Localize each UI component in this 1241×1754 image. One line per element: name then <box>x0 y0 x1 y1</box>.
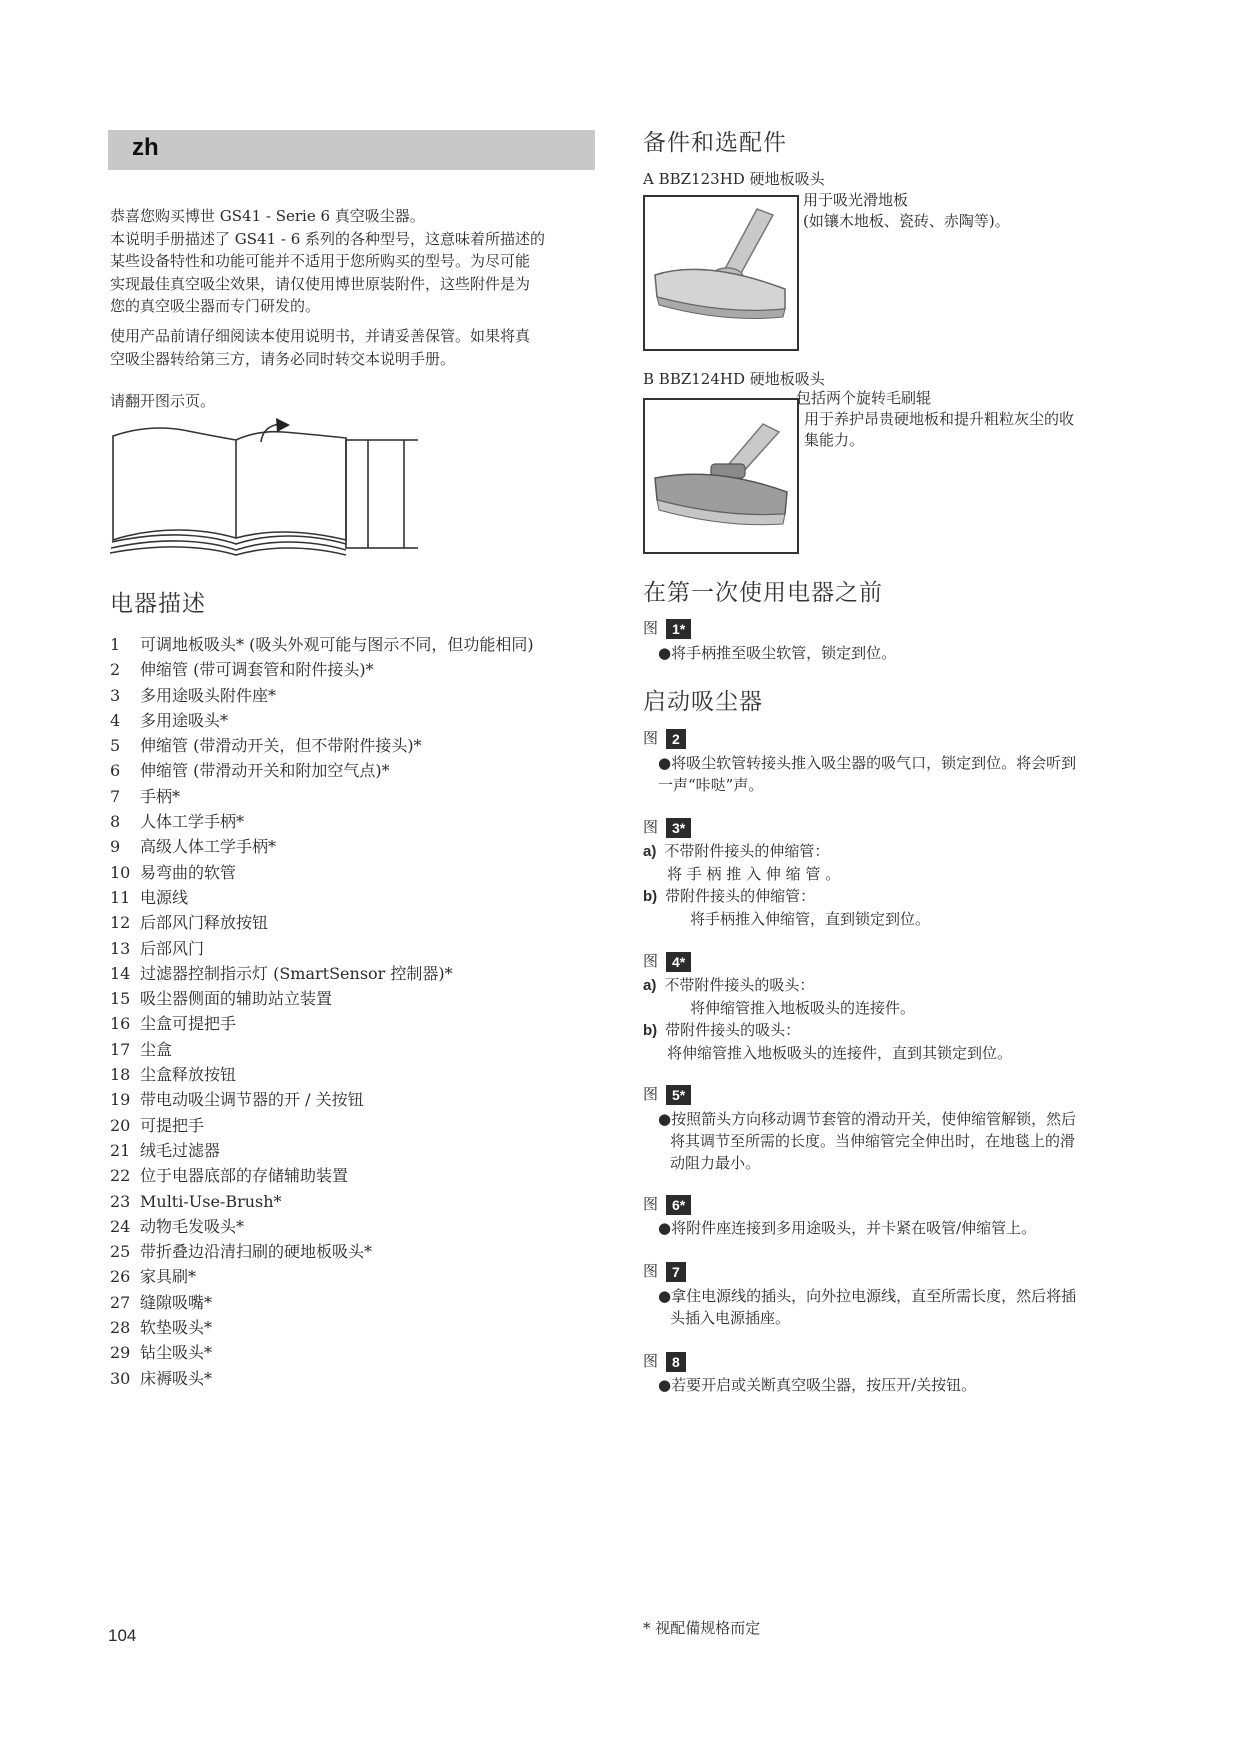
list-item: 1 可调地板吸头* (吸头外观可能与图示不同，但功能相同) <box>110 635 534 654</box>
list-item: 21 绒毛过滤器 <box>110 1140 221 1160</box>
figure-badge: 8 <box>666 1352 686 1372</box>
figure-ref-7: 图 7 <box>643 1260 686 1282</box>
step-4-text: a) 不带附件接头的吸头： 将伸缩管推入地板吸头的连接件。 b) 带附件接头的吸头： 将伸缩管推入地板吸头的连接件，直到其锁定到位。 <box>643 976 1013 1062</box>
list-item: 12 后部风门释放按钮 <box>110 913 269 933</box>
list-item: 16 尘盒可提把手 <box>110 1014 237 1034</box>
accessory-a-description: 用于吸光滑地板 (如镶木地板、瓷砖、赤陶等)。 <box>803 191 1010 230</box>
step-5-text: ●按照箭头方向移动调节套管的滑动开关，使伸缩管解锁，然后 将其调节至所需的长度。当伸缩管完全伸出时，在地毯上的滑 动阻力最小。 <box>658 1110 1077 1172</box>
accessories-heading: 备件和选配件 <box>643 130 787 156</box>
list-item: 10 易弯曲的软管 <box>110 862 237 882</box>
figure-ref-1: 图 1* <box>643 617 691 639</box>
step-3-text: a) 不带附件接头的伸缩管： 将 手 柄 推 入 伸 缩 管 。 b) 带附件接头的伸缩管： 将手柄推入伸缩管，直到锁定到位。 <box>643 842 931 928</box>
fold-note: 请翻开图示页。 <box>110 392 216 410</box>
list-item: 22 位于电器底部的存储辅助装置 <box>110 1166 349 1186</box>
list-item: 20 可提把手 <box>110 1115 205 1135</box>
intro-paragraph <box>110 205 545 318</box>
list-item: 24 动物毛发吸头* <box>110 1216 245 1236</box>
list-item: 9 高级人体工学手柄* <box>110 837 277 857</box>
list-item: 28 软垫吸头* <box>110 1318 213 1338</box>
brush-floor-nozzle-icon <box>645 400 797 552</box>
page-number: 104 <box>108 1626 137 1645</box>
hard-floor-nozzle-icon <box>645 197 797 349</box>
list-item: 23 Multi-Use-Brush* <box>110 1191 282 1211</box>
figure-ref-5: 图 5* <box>643 1083 691 1105</box>
figure-ref-4: 图 4* <box>643 950 691 972</box>
figure-badge: 4* <box>666 952 691 972</box>
list-item: 17 尘盒 <box>110 1039 173 1059</box>
list-item: 27 缝隙吸嘴* <box>110 1292 213 1312</box>
intro-line: 实现最佳真空吸尘效果，请仅使用博世原装附件，这些附件是为 <box>110 274 531 293</box>
figure-badge: 6* <box>666 1195 691 1215</box>
figure-badge: 3* <box>666 818 691 838</box>
list-item: 19 带电动吸尘调节器的开 / 关按钮 <box>110 1090 364 1110</box>
accessory-a-image <box>643 195 799 351</box>
figure-ref-6: 图 6* <box>643 1193 691 1215</box>
list-item: 13 后部风门 <box>110 938 205 958</box>
list-item: 6 伸缩管 (带滑动开关和附加空气点)* <box>110 761 390 781</box>
language-code: zh <box>132 134 159 161</box>
start-vacuum-heading: 启动吸尘器 <box>643 689 763 715</box>
figure-badge: 5* <box>666 1085 691 1105</box>
read-note-line: 使用产品前请仔细阅读本使用说明书，并请妥善保管。如果将真 <box>110 327 531 345</box>
list-item: 7 手柄* <box>110 786 181 806</box>
list-item: 30 床褥吸头* <box>110 1368 213 1388</box>
list-item: 18 尘盒释放按钮 <box>110 1065 237 1085</box>
list-item: 15 吸尘器侧面的辅助站立装置 <box>110 989 333 1009</box>
step-6-text: ●将附件座连接到多用途吸头，并卡紧在吸管/伸缩管上。 <box>658 1219 1037 1237</box>
parts-list <box>110 632 534 1391</box>
figure-ref-2: 图 2 <box>643 727 686 749</box>
list-item: 11 电源线 <box>110 887 189 907</box>
list-item: 2 伸缩管 (带可调套管和附件接头)* <box>110 660 374 680</box>
figure-ref-8: 图 8 <box>643 1350 686 1372</box>
read-note-paragraph <box>110 325 530 370</box>
step-8-text: ●若要开启或关断真空吸尘器，按压开/关按钮。 <box>658 1376 977 1394</box>
footnote: * 视配備规格而定 <box>643 1619 761 1637</box>
language-header-bar <box>108 130 595 170</box>
list-item: 3 多用途吸头附件座* <box>110 685 277 705</box>
intro-line: 恭喜您购买博世 GS41 - Serie 6 真空吸尘器。 <box>110 207 425 225</box>
list-item: 5 伸缩管 (带滑动开关，但不带附件接头)* <box>110 736 422 756</box>
accessory-a-title: A BBZ123HD 硬地板吸头 <box>643 170 825 188</box>
figure-badge: 2 <box>666 729 686 749</box>
step-1-text: ●将手柄推至吸尘软管，锁定到位。 <box>658 644 897 662</box>
read-note-line: 空吸尘器转给第三方，请务必同时转交本说明手册。 <box>110 349 456 368</box>
intro-line: 本说明手册描述了 GS41 - 6 系列的各种型号，这意味着所描述的 <box>110 229 546 248</box>
fold-out-book-illustration <box>108 418 418 558</box>
figure-badge: 1* <box>666 619 691 639</box>
accessory-b-description: 包括两个旋转毛刷辊 用于养护昂贵硬地板和提升粗粒灰尘的收 集能力。 <box>796 389 1075 449</box>
list-item: 14 过滤器控制指示灯 (SmartSensor 控制器)* <box>110 963 453 983</box>
list-item: 29 钻尘吸头* <box>110 1343 213 1363</box>
before-first-use-heading: 在第一次使用电器之前 <box>643 580 883 606</box>
accessory-b-image <box>643 398 799 554</box>
step-7-text: ●拿住电源线的插头，向外拉电源线，直至所需长度，然后将插 头插入电源插座。 <box>658 1287 1077 1327</box>
accessory-b-title: B BBZ124HD 硬地板吸头 <box>643 370 825 388</box>
step-2-text: ●将吸尘软管转接头推入吸尘器的吸气口，锁定到位。将会听到 一声“咔哒”声。 <box>658 754 1077 794</box>
figure-ref-3: 图 3* <box>643 816 691 838</box>
list-item: 25 带折叠边沿清扫刷的硬地板吸头* <box>110 1242 373 1262</box>
intro-line: 某些设备特性和功能可能并不适用于您所购买的型号。为尽可能 <box>110 252 531 270</box>
description-heading: 电器描述 <box>110 591 206 617</box>
intro-line: 您的真空吸尘器而专门研发的。 <box>110 297 321 315</box>
figure-badge: 7 <box>666 1262 686 1282</box>
list-item: 4 多用途吸头* <box>110 710 229 730</box>
list-item: 26 家具刷* <box>110 1267 197 1287</box>
list-item: 8 人体工学手柄* <box>110 812 245 832</box>
